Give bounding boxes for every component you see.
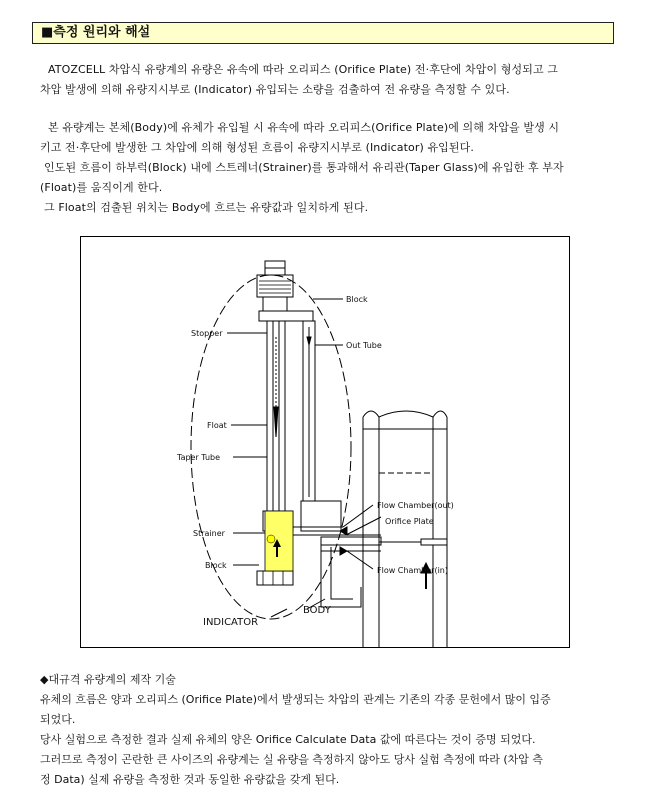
label-stopper: Stopper (191, 329, 223, 338)
diagram-svg (81, 237, 569, 647)
section2-line-3: 당사 실험으로 측정한 결과 실제 유체의 양은 Orifice Calculate Data 값에 따른다는 것이 증명 되었다. (40, 733, 536, 746)
section2-line-2: 되었다. (40, 713, 76, 726)
flowmeter-diagram (80, 236, 570, 648)
label-body: BODY (303, 605, 331, 616)
section-title: ■측정 원리와 해설 (32, 22, 614, 44)
body-paragraph (40, 118, 612, 218)
stopper-block (259, 311, 313, 321)
orifice-plate (421, 539, 447, 545)
label-block-top: Block (346, 295, 368, 304)
label-flow-chamber-out: Flow Chamber(out) (377, 501, 454, 510)
float-shape (274, 407, 278, 437)
intro-paragraph (40, 60, 612, 100)
section2-line-1: 유체의 흐름은 양과 오리피스 (Orifice Plate)에서 발생되는 차압의 관계는 기존의 각종 문헌에서 많이 입증 (40, 693, 551, 706)
body-line-3: 인도된 흐름이 하부럭(Block) 내에 스트레너(Strainer)를 통과해서 유리관(Taper Glass)에 유입한 후 부자 (44, 161, 564, 174)
section2-heading: ◆대규격 유량계의 제작 기술 (40, 673, 176, 686)
intro-line-2: 차압 발생에 의해 유량지시부로 (Indicator) 유입되는 소량을 검출하여 전 유량을 측정할 수 있다. (40, 83, 510, 96)
section2-line-5: 정 Data) 실제 유량을 측정한 것과 동일한 유량값을 갖게 된다. (40, 773, 340, 786)
label-strainer: Strainer (193, 529, 225, 538)
body-line-1: 본 유량계는 본체(Body)에 유체가 유입될 시 유속에 따라 오리피스(Orifice Plate)에 의해 차압을 발생 시 (48, 121, 560, 134)
body-line-2: 키고 전·후단에 발생한 그 차압에 의해 형성된 흐름이 유량지시부로 (Indicator) 유입된다. (40, 141, 474, 154)
label-indicator: INDICATOR (203, 617, 259, 628)
label-out-tube: Out Tube (346, 341, 382, 350)
label-orifice-plate: Orifice Plate (385, 517, 434, 526)
manufacturing-section (40, 670, 612, 790)
body-line-5: 그 Float의 검출된 위치는 Body에 흐르는 유량값과 일치하게 된다. (44, 201, 369, 214)
label-float: Float (207, 421, 227, 430)
label-block-bottom: Block (205, 561, 227, 570)
body-line-4: (Float)를 움직이게 한다. (40, 181, 163, 194)
section2-line-4: 그러므로 측정이 곤란한 큰 사이즈의 유량계는 실 유량을 측정하지 않아도 당사 실험 측정에 따라 (차압 측 (40, 753, 544, 766)
label-flow-chamber-in: Flow Chamber(in) (377, 566, 448, 575)
intro-line-1: ATOZCELL 차압식 유량계의 유량은 유속에 따라 오리피스 (Orifice Plate) 전·후단에 차압이 형성되고 그 (48, 63, 559, 76)
bottom-nut (257, 571, 293, 585)
label-taper-tube: Taper Tube (177, 453, 221, 462)
